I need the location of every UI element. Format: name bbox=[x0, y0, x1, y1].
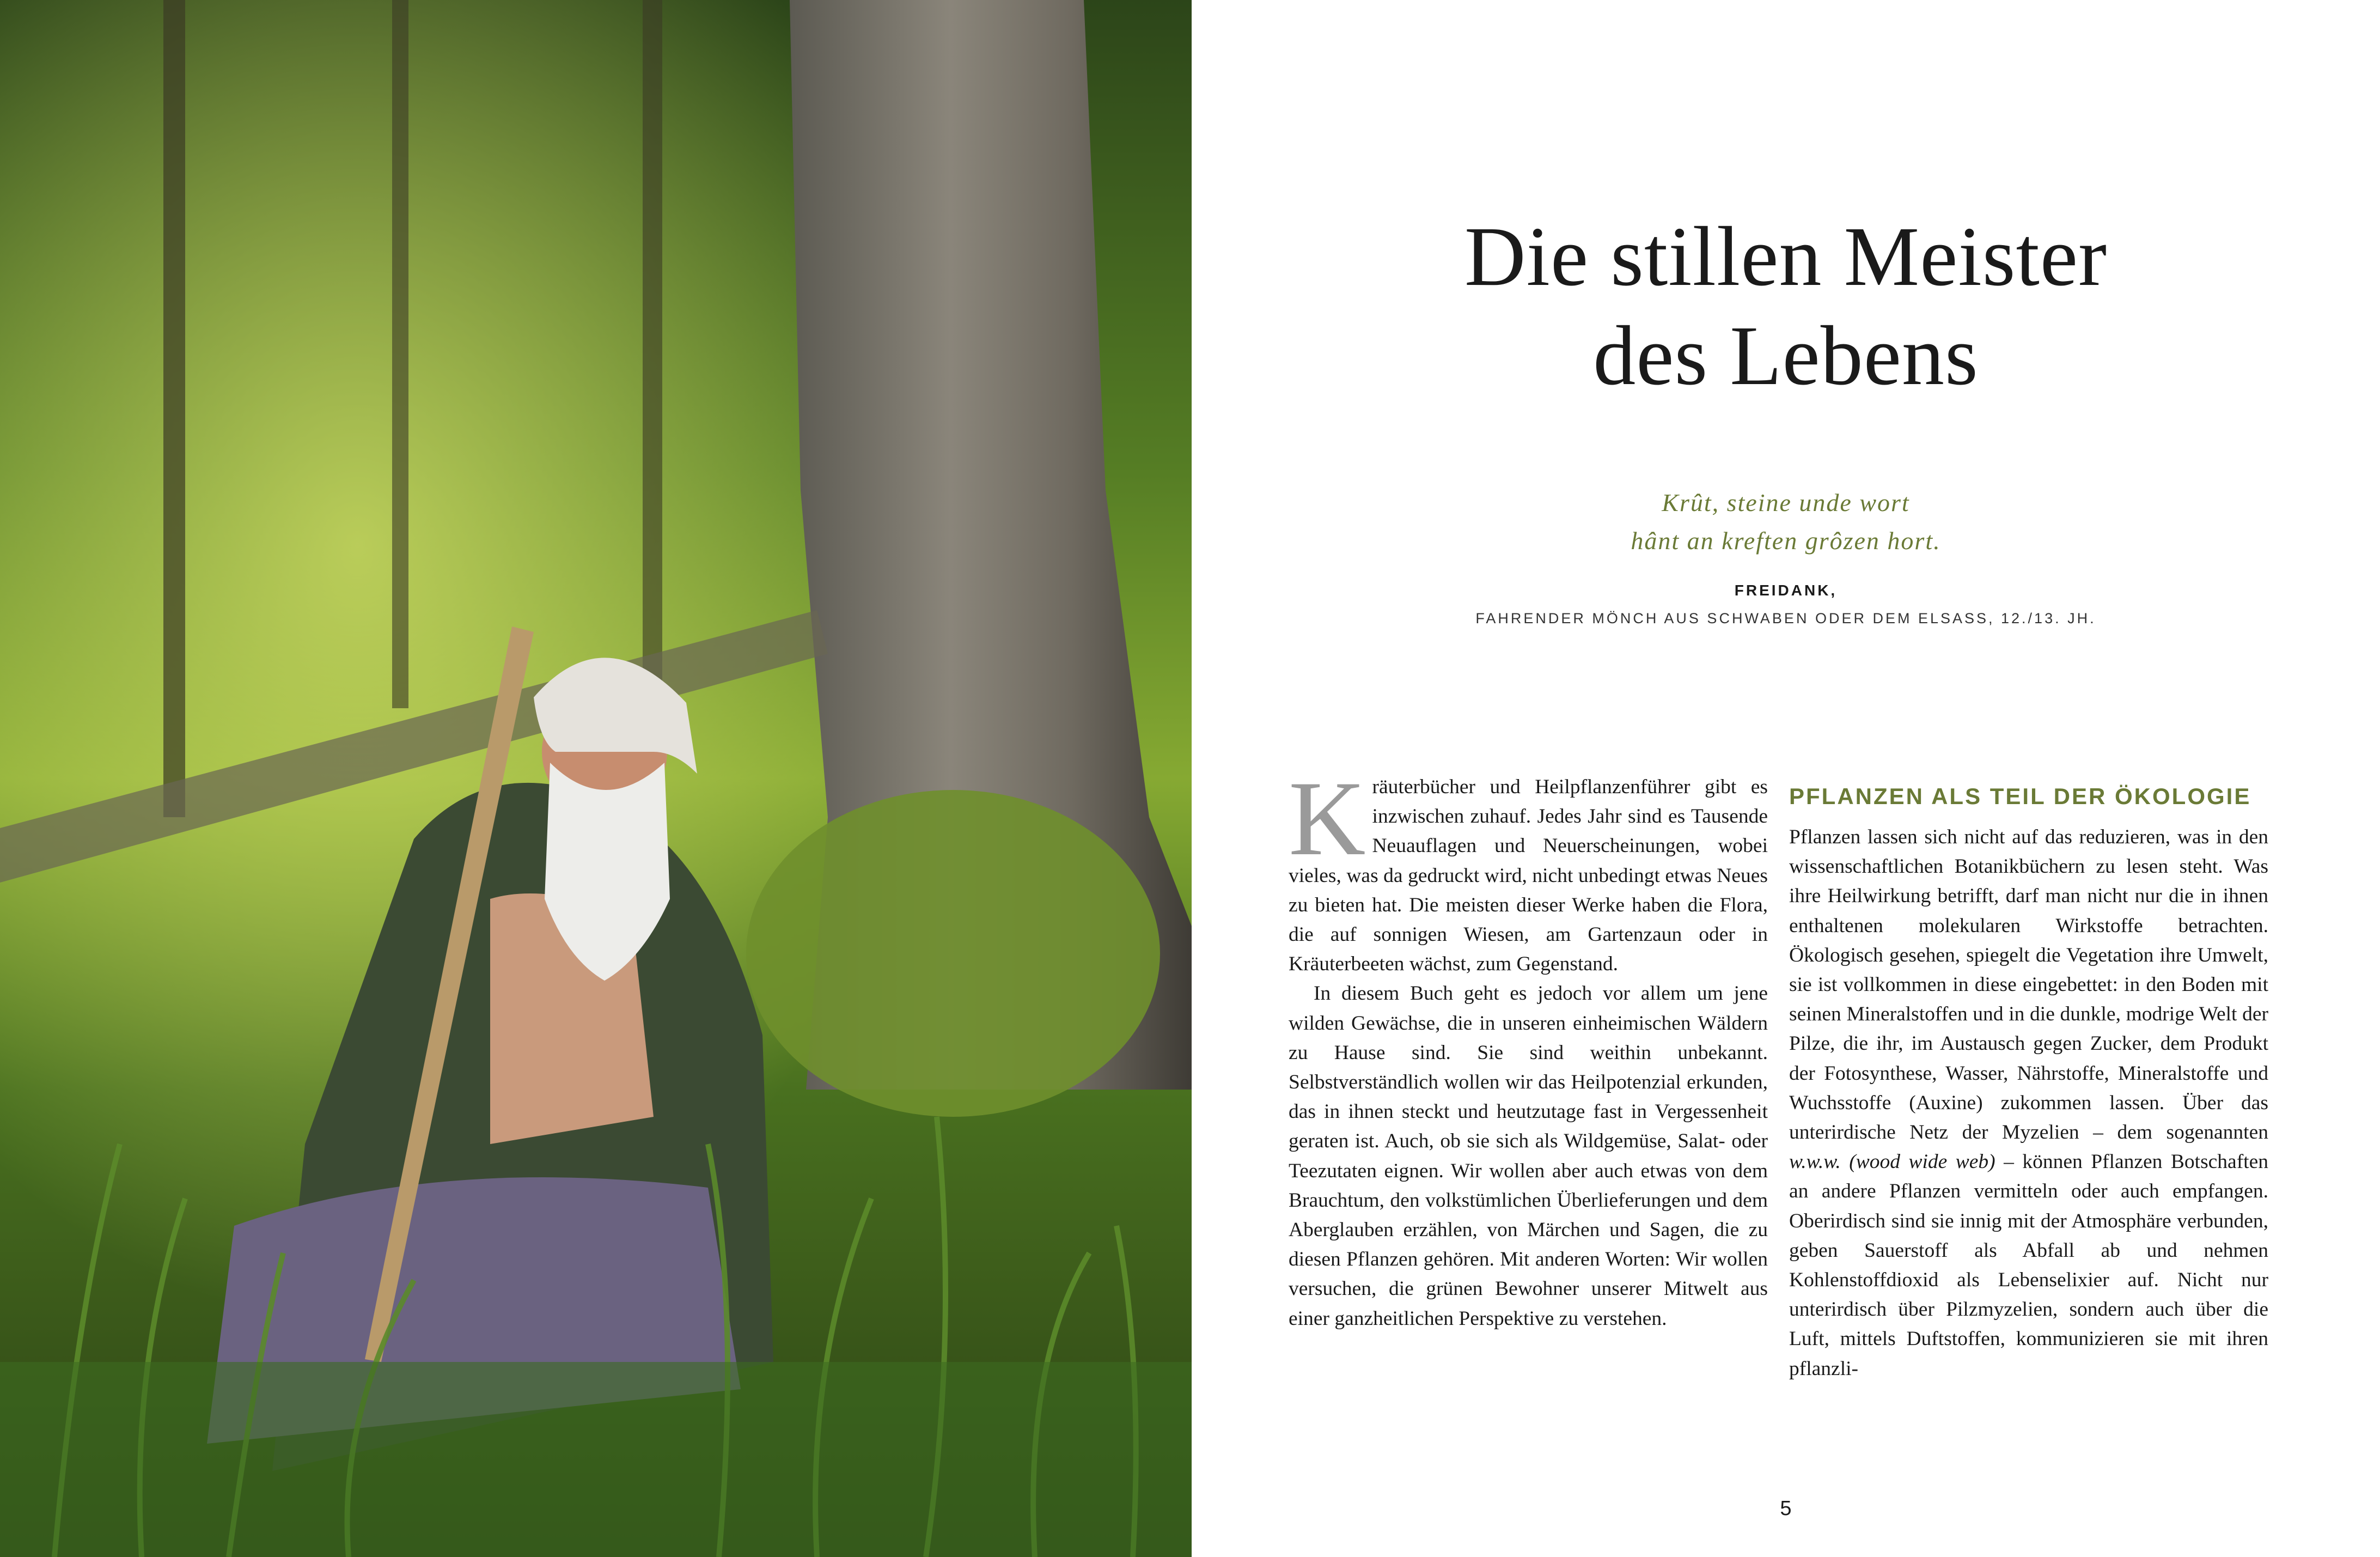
title-line-1: Die stillen Meister bbox=[1464, 209, 2108, 303]
paragraph-2: In diesem Buch geht es jedoch vor allem um jene wilden Gewächse, die in unseren einheimischen Wäldern zu Hause sind. Sie sind weithin unbekannt. Selbstverständlich wollen wir das Heilpotenzial erkunden, das in ihnen steckt und heutzutage fast in Vergessenheit geraten ist. Auch, ob sie sich als Wildgemüse, Salat- oder Teezutaten eignen. Wir wollen aber auch etwas von dem Brauchtum, den volkstümlichen Überlieferungen und dem Aberglauben erzählen, von Märchen und Sagen, die zu diesen Pflanzen gehören. Mit anderen Worten: Wir wollen versuchen, die grünen Bewohner unserer Mitwelt aus einer ganzheitlichen Perspektive zu verstehen. bbox=[1289, 982, 1768, 1330]
page-number: 5 bbox=[1780, 1497, 1792, 1520]
epigraph-quote bbox=[1192, 484, 2380, 560]
body-column-right bbox=[1789, 823, 2268, 1384]
paragraph-1-text: räuterbücher und Heilpflanzenführer gibt es inzwischen zuhauf. Jedes Jahr sind es Tausende Neuauflagen und Neuerscheinungen, wobei vieles, was da gedruckt wird, nicht unbedingt etwas Neues zu bieten hat. Die meisten dieser Werke haben die Flora, die auf sonnigen Wiesen, am Gartenzaun oder in Kräuterbeeten wächst, zum Gegenstand. bbox=[1289, 776, 1768, 976]
epigraph-line-1: Krût, steine unde wort bbox=[1662, 489, 1910, 516]
title-line-2: des Lebens bbox=[1593, 308, 1979, 403]
paragraph-1 bbox=[1289, 759, 1768, 979]
epigraph-line-2: hânt an kreften grôzen hort. bbox=[1631, 527, 1941, 555]
body-column-left bbox=[1289, 759, 1768, 1334]
text-page bbox=[1192, 0, 2380, 1557]
drop-cap: K bbox=[1289, 759, 1366, 878]
paragraph-3 bbox=[1789, 823, 2268, 1384]
epigraph-author-description: FAHRENDER MÖNCH AUS SCHWABEN ODER DEM ELSASS, 12./13. JH. bbox=[1475, 610, 2096, 627]
paragraph-3-text-b: – können Pflanzen Botschaften an andere Pflanzen vermitteln oder auch empfangen. Oberirdisch sind sie innig mit der Atmosphäre verbunden, geben Sauerstoff als Abfall ab und nehmen Kohlenstoffdioxid als Lebenselixier auf. Nicht nur unterirdisch über Pilzmyzelien, sondern auch über die Luft, mittels Duftstoffen, kommunizieren sie mit ihren pflanzli- bbox=[1789, 1151, 2268, 1380]
page-title bbox=[1192, 207, 2380, 405]
section-heading: PFLANZEN ALS TEIL DER ÖKOLOGIE bbox=[1789, 783, 2251, 809]
paragraph-3-emphasis: w.w.w. (wood wide web) bbox=[1789, 1151, 1995, 1173]
paragraph-3-text-a: Pflanzen lassen sich nicht auf das reduzieren, was in den wissenschaftlichen Botanikbüchern zu lesen steht. Was ihre Heilwirkung betrifft, darf man nicht nur die in ihnen enthaltenen molekularen Wirkstoffe betrachten. Ökologisch gesehen, spiegelt die Vegetation ihre Umwelt, sie ist vollkommen in diese eingebettet: in den Boden mit seinen Mineralstoffen und in die dunkle, modrige Welt der Pilze, die ihr, im Austausch gegen Zucker, dem Produkt der Fotosynthese, Wasser, Nährstoffe, Mineralstoffe und Wuchsstoffe (Auxine) zukommen lassen. Über das unterirdische Netz der Myzelien – dem sogenannten bbox=[1789, 826, 2268, 1144]
epigraph-author: FREIDANK, bbox=[1734, 582, 1838, 599]
